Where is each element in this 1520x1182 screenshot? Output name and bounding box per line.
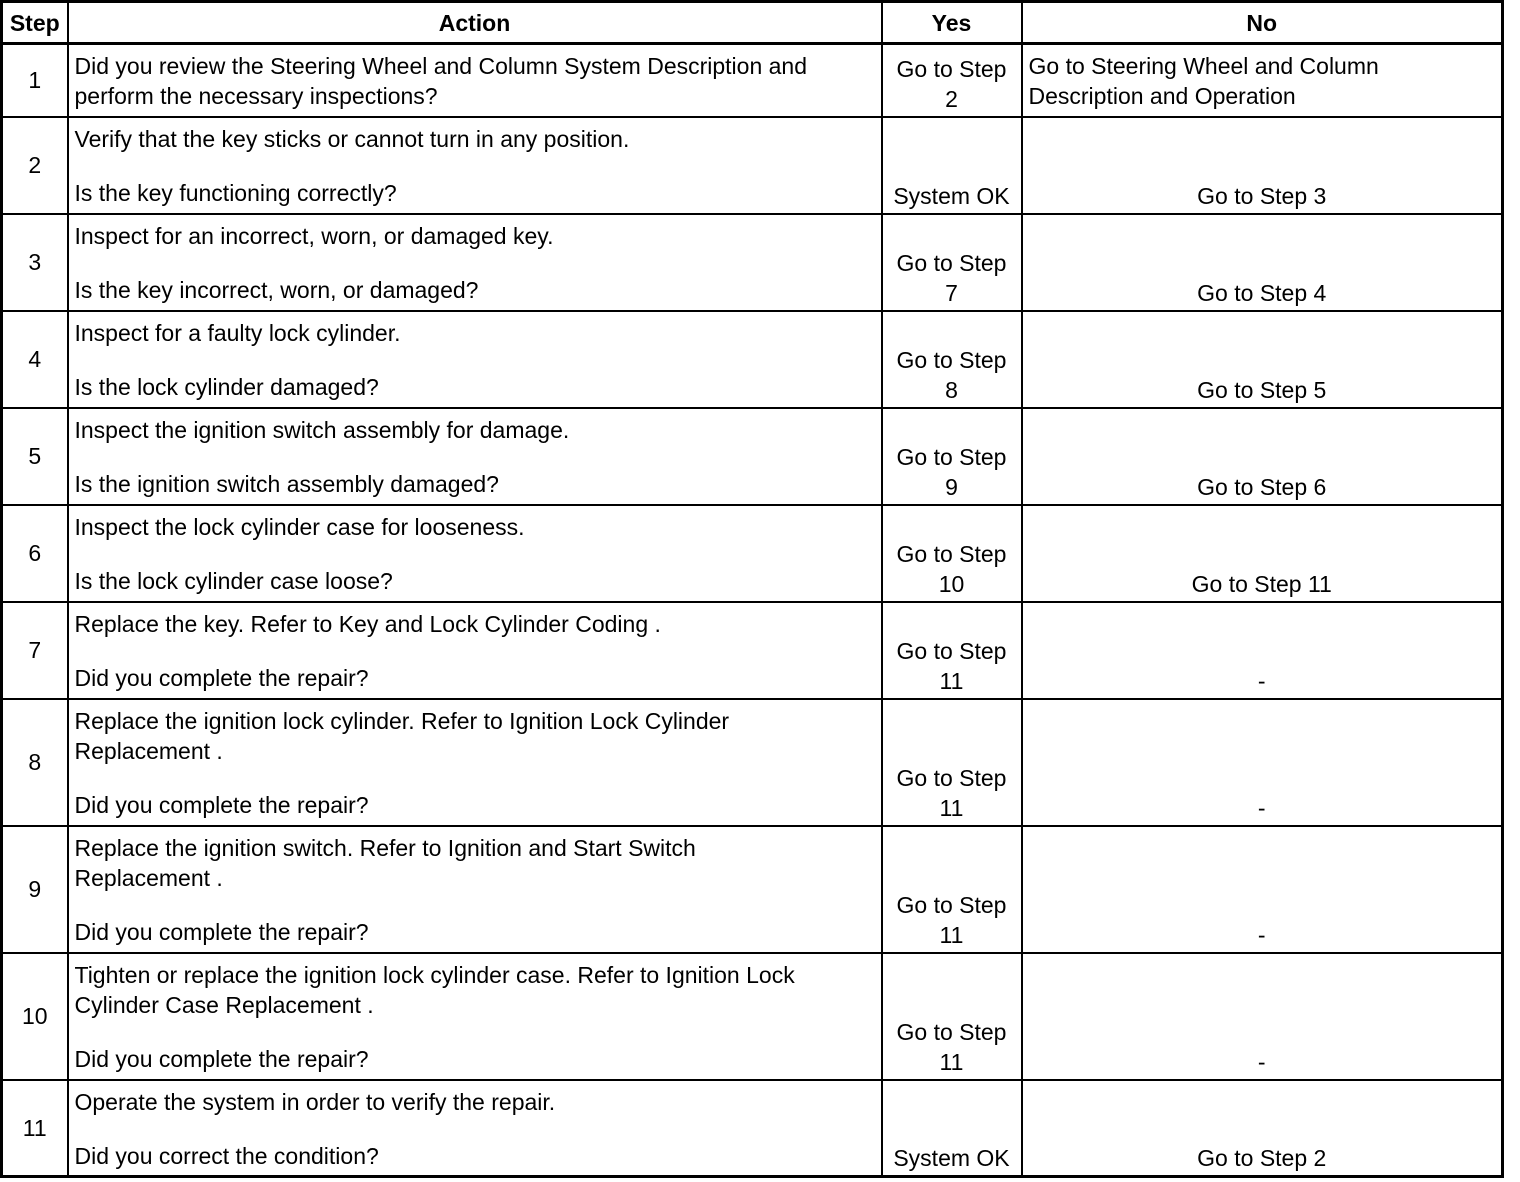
yes-result-line: 2 <box>945 85 958 112</box>
step-number: 11 <box>2 1080 68 1177</box>
table-row <box>2 311 1503 408</box>
yes-result <box>882 311 1022 408</box>
action-cell <box>68 699 882 826</box>
action-question-line: Is the ignition switch assembly damaged? <box>74 470 499 497</box>
step-number: 6 <box>2 505 68 602</box>
paragraph-gap <box>75 154 875 178</box>
no-result <box>1022 214 1503 311</box>
yes-result-line: Go to Step <box>896 55 1007 82</box>
action-instruction-line: Replacement . <box>74 737 223 764</box>
no-result-line: Go to Step 5 <box>1197 376 1327 403</box>
action-instruction-line: Inspect for a faulty lock cylinder. <box>74 319 401 346</box>
step-number: 5 <box>2 408 68 505</box>
action-instruction-line: Operate the system in order to verify the repair. <box>74 1088 556 1115</box>
no-result-line: Description and Operation <box>1028 83 1296 109</box>
action-instruction-line: Did you review the Steering Wheel and Column System Description and <box>74 53 808 79</box>
paragraph-gap <box>75 251 875 275</box>
action-cell <box>68 953 882 1080</box>
header-row <box>2 2 1503 44</box>
action-instruction-line: Inspect the ignition switch assembly for damage. <box>74 416 570 443</box>
paragraph-gap <box>75 1117 875 1141</box>
action-instruction-line: Tighten or replace the ignition lock cylinder case. Refer to Ignition Lock <box>74 961 795 988</box>
yes-result-line: 11 <box>939 794 964 821</box>
yes-result-line: System OK <box>893 182 1010 209</box>
table-row <box>2 214 1503 311</box>
header-action: Action <box>68 2 882 44</box>
no-result <box>1022 953 1503 1080</box>
action-question-line: Did you complete the repair? <box>74 664 369 691</box>
yes-result <box>882 408 1022 505</box>
action-question-line: Is the lock cylinder damaged? <box>74 373 379 400</box>
yes-result-line: 9 <box>945 473 958 500</box>
action-instruction-line: Cylinder Case Replacement . <box>74 991 374 1018</box>
no-result <box>1022 408 1503 505</box>
action-instruction-line: Inspect the lock cylinder case for looseness. <box>74 513 525 540</box>
yes-result-line: Go to Step <box>896 443 1007 470</box>
action-cell <box>68 602 882 699</box>
action-cell <box>68 117 882 214</box>
yes-result <box>882 953 1022 1080</box>
no-result <box>1022 699 1503 826</box>
step-number: 1 <box>2 44 68 117</box>
table-row <box>2 953 1503 1080</box>
yes-result <box>882 117 1022 214</box>
no-result <box>1022 117 1503 214</box>
yes-result-line: Go to Step <box>896 249 1007 276</box>
paragraph-gap <box>75 445 875 469</box>
yes-result-line: Go to Step <box>896 540 1007 567</box>
no-result <box>1022 505 1503 602</box>
no-result-line: - <box>1257 1048 1266 1075</box>
header-yes: Yes <box>882 2 1022 44</box>
step-number: 7 <box>2 602 68 699</box>
action-cell <box>68 408 882 505</box>
action-cell <box>68 311 882 408</box>
yes-result-line: 11 <box>939 921 964 948</box>
header-no: No <box>1022 2 1503 44</box>
yes-result-line: 11 <box>939 667 964 694</box>
yes-result <box>882 214 1022 311</box>
yes-result <box>882 602 1022 699</box>
no-result-line: - <box>1257 794 1266 821</box>
yes-result-line: Go to Step <box>896 891 1007 918</box>
no-result <box>1022 44 1503 117</box>
no-result <box>1022 826 1503 953</box>
table-row <box>2 408 1503 505</box>
no-result <box>1022 311 1503 408</box>
table-row <box>2 1080 1503 1177</box>
table-row <box>2 602 1503 699</box>
yes-result-line: 10 <box>938 570 965 597</box>
step-number: 3 <box>2 214 68 311</box>
action-instruction-line: Replacement . <box>74 864 223 891</box>
action-cell <box>68 44 882 117</box>
paragraph-gap <box>75 639 875 663</box>
no-result-line: Go to Step 3 <box>1197 182 1327 209</box>
yes-result-line: 7 <box>945 279 958 306</box>
action-question-line: Is the lock cylinder case loose? <box>74 567 393 594</box>
yes-result <box>882 44 1022 117</box>
yes-result-line: Go to Step <box>896 637 1007 664</box>
yes-result-line: System OK <box>893 1145 1010 1171</box>
no-result-line: Go to Step 6 <box>1197 473 1327 500</box>
table-row <box>2 44 1503 117</box>
paragraph-gap <box>75 1020 875 1044</box>
no-result-line: - <box>1257 667 1266 694</box>
action-question-line: Is the key incorrect, worn, or damaged? <box>74 276 479 303</box>
action-question-line: Is the key functioning correctly? <box>74 179 397 206</box>
table-row <box>2 699 1503 826</box>
no-result-line: - <box>1257 921 1266 948</box>
action-instruction-line: Replace the ignition lock cylinder. Refer to Ignition Lock Cylinder <box>74 707 730 734</box>
action-question-line: Did you complete the repair? <box>74 791 369 818</box>
table-row <box>2 826 1503 953</box>
action-question-line: Did you complete the repair? <box>74 918 369 945</box>
action-cell <box>68 1080 882 1177</box>
paragraph-gap <box>75 348 875 372</box>
yes-result-line: 8 <box>945 376 958 403</box>
yes-result <box>882 699 1022 826</box>
no-result-line: Go to Step 2 <box>1197 1145 1327 1171</box>
table-row <box>2 505 1503 602</box>
action-instruction-line: Replace the ignition switch. Refer to Ignition and Start Switch <box>74 834 696 861</box>
paragraph-gap <box>75 542 875 566</box>
action-cell <box>68 826 882 953</box>
step-number: 2 <box>2 117 68 214</box>
yes-result <box>882 1080 1022 1177</box>
yes-result-line: Go to Step <box>896 764 1007 791</box>
yes-result <box>882 505 1022 602</box>
no-result-line: Go to Step 4 <box>1197 279 1327 306</box>
no-result <box>1022 602 1503 699</box>
action-question-line: Did you complete the repair? <box>74 1045 369 1072</box>
action-cell <box>68 214 882 311</box>
action-cell <box>68 505 882 602</box>
step-number: 4 <box>2 311 68 408</box>
action-instruction-line: Verify that the key sticks or cannot turn in any position. <box>74 125 630 152</box>
yes-result-line: 11 <box>939 1048 964 1075</box>
table-row <box>2 117 1503 214</box>
action-instruction-line: Replace the key. Refer to Key and Lock Cylinder Coding . <box>74 610 661 637</box>
yes-result <box>882 826 1022 953</box>
no-result-line: Go to Steering Wheel and Column <box>1028 53 1379 79</box>
yes-result-line: Go to Step <box>896 1018 1007 1045</box>
action-instruction-line: perform the necessary inspections? <box>74 83 438 109</box>
action-question-line: Did you correct the condition? <box>74 1142 379 1169</box>
yes-result-line: Go to Step <box>896 346 1007 373</box>
step-number: 10 <box>2 953 68 1080</box>
action-instruction-line: Inspect for an incorrect, worn, or damaged key. <box>74 222 554 249</box>
step-number: 8 <box>2 699 68 826</box>
no-result <box>1022 1080 1503 1177</box>
step-number: 9 <box>2 826 68 953</box>
paragraph-gap <box>75 893 875 917</box>
paragraph-gap <box>75 766 875 790</box>
no-result-line: Go to Step 11 <box>1191 570 1332 597</box>
header-step: Step <box>2 2 68 44</box>
